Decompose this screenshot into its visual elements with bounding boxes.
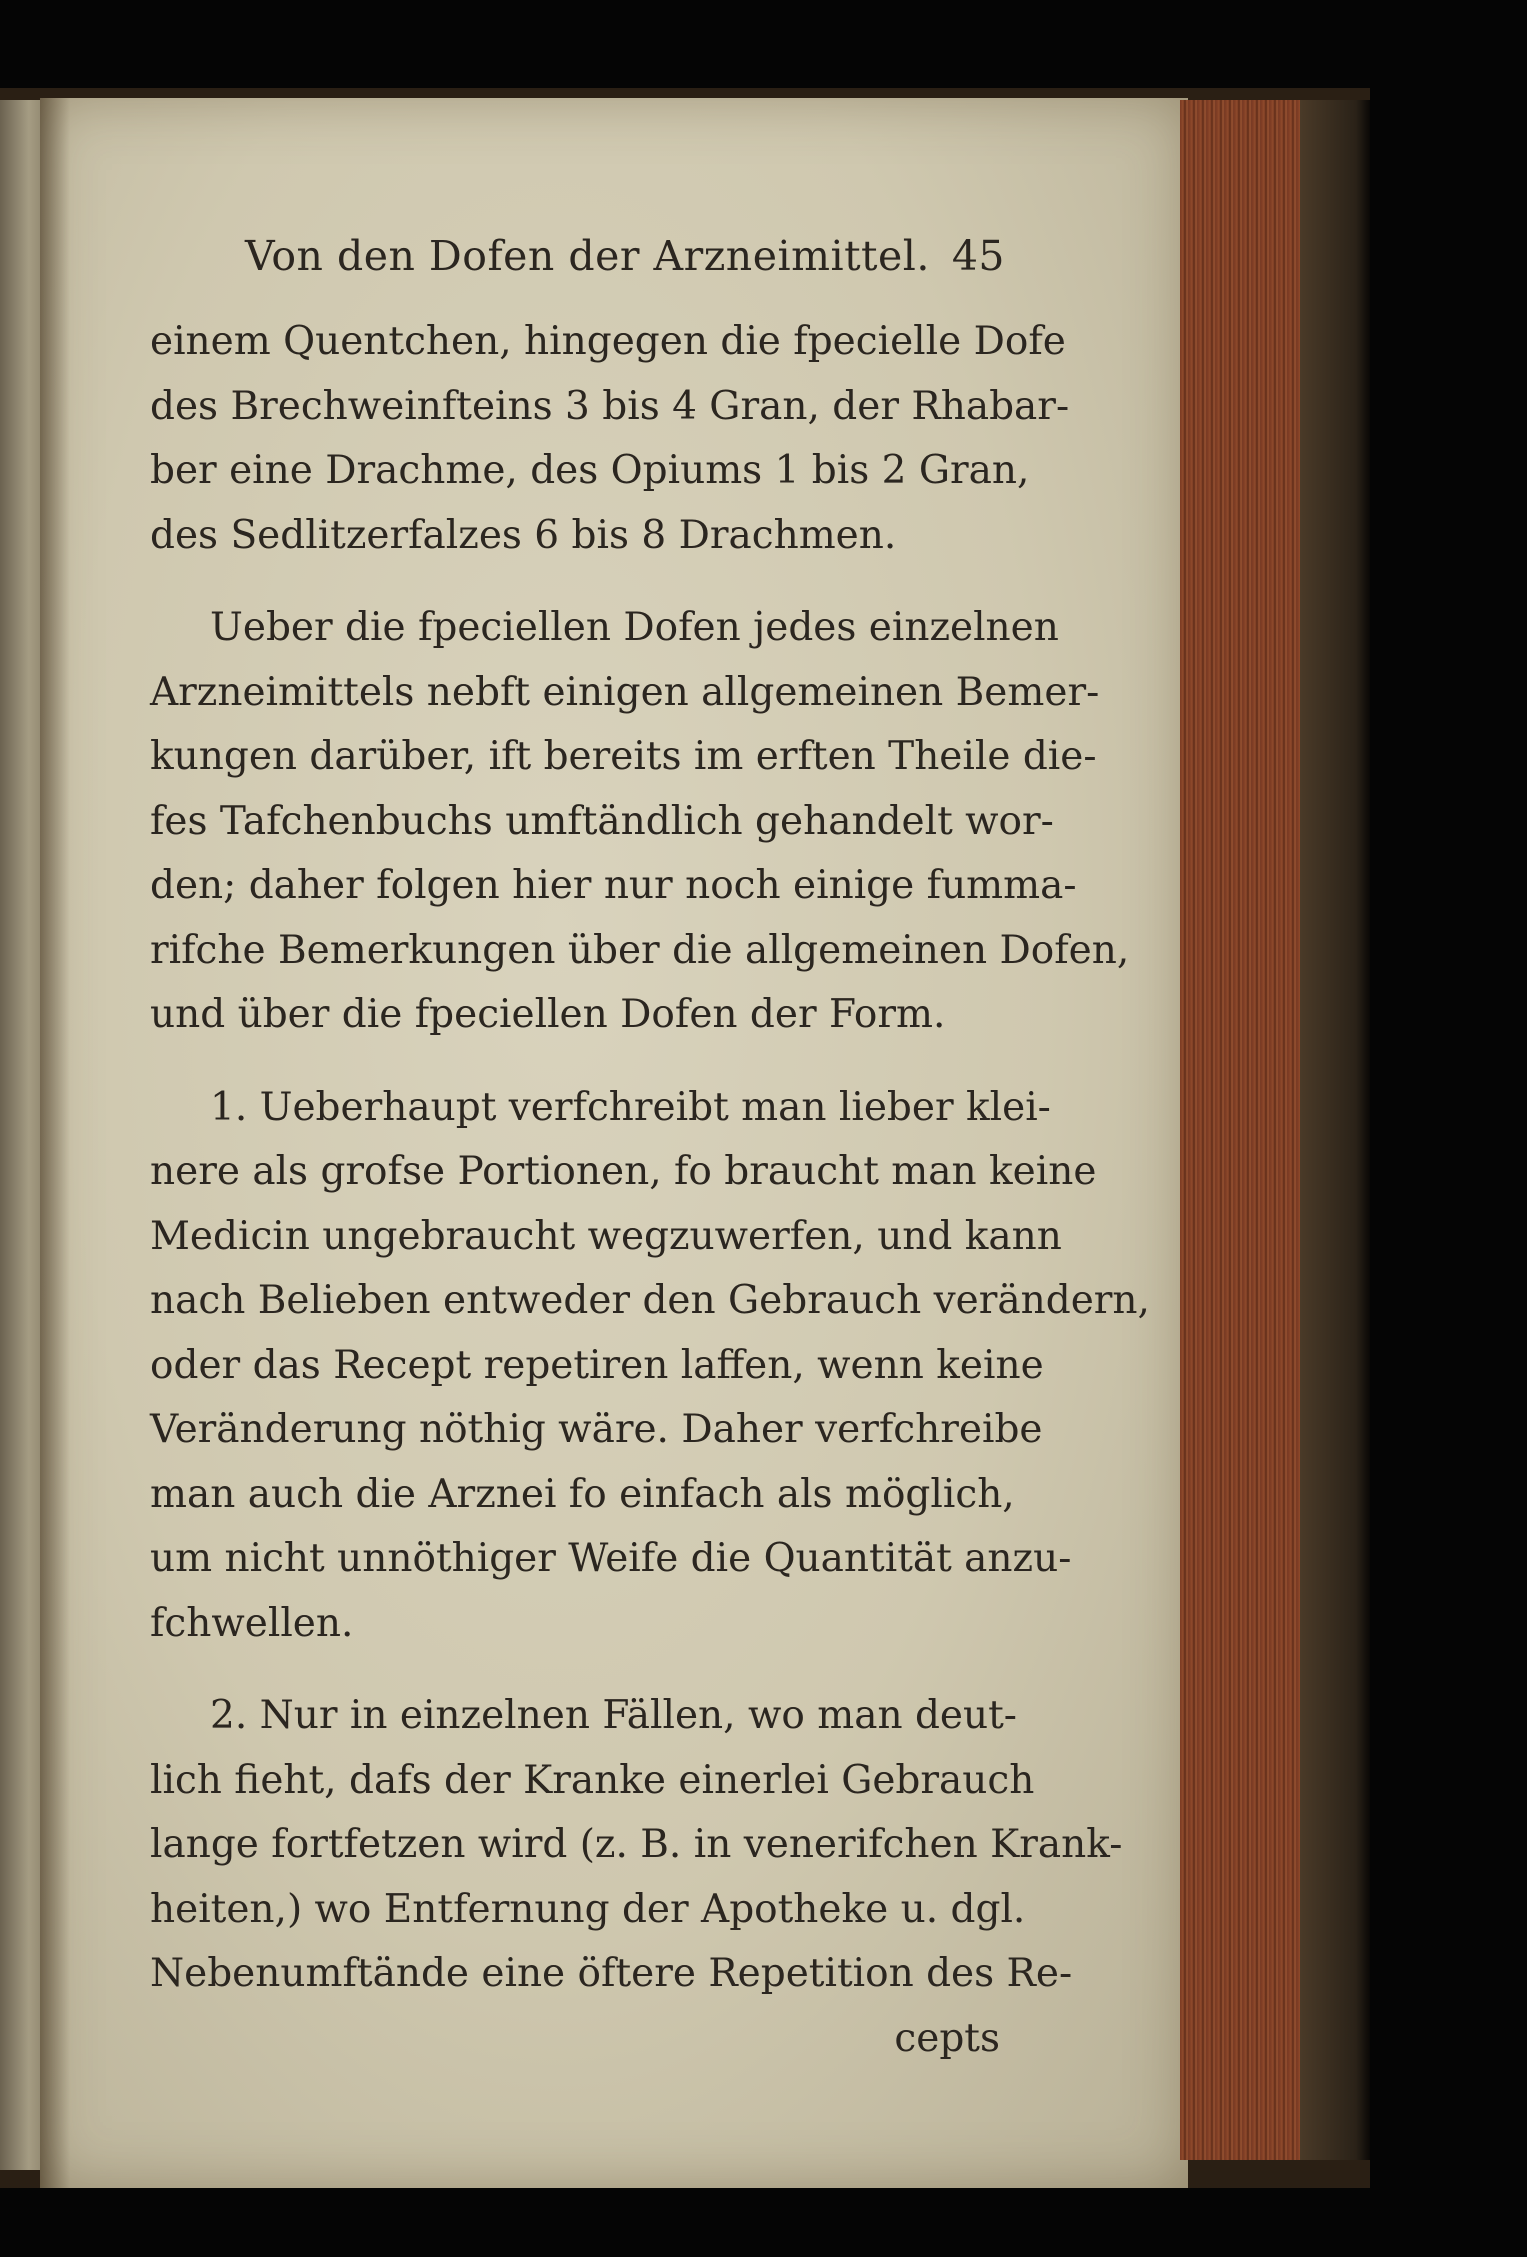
text-line: des Sedlitzerfalzes 6 bis 8 Drachmen. <box>150 512 897 558</box>
text-line: lich fieht, dafs der Kranke einerlei Gebrauch <box>150 1757 1035 1803</box>
page-text <box>150 220 1150 2071</box>
text-line: 1. Ueberhaupt verfchreibt man lieber klei- <box>210 1084 1051 1130</box>
text-line: fes Tafchenbuchs umftändlich gehandelt wor- <box>150 798 1054 844</box>
text-line: 2. Nur in einzelnen Fällen, wo man deut- <box>210 1693 1017 1738</box>
text-line: lange fortfetzen wird (z. B. in venerifchen Krank- <box>150 1822 1123 1867</box>
text-line: fchwellen. <box>150 1600 354 1646</box>
text-line: kungen darüber, ift bereits im erften Theile die- <box>150 734 1097 779</box>
text-line: nach Belieben entweder den Gebrauch verändern, <box>150 1278 1150 1323</box>
text-line: ber eine Drachme, des Opiums 1 bis 2 Gran, <box>150 448 1030 493</box>
text-line: den; daher folgen hier nur noch einige fumma- <box>150 863 1077 908</box>
text-line: man auch die Arznei fo einfach als möglich, <box>150 1471 1015 1517</box>
paragraph-2 <box>150 596 1130 1048</box>
text-line: heiten,) wo Entfernung der Apotheke u. dgl. <box>150 1886 1026 1932</box>
text-line: Veränderung nöthig wäre. Daher verfchreibe <box>150 1407 1043 1452</box>
page-edges <box>1180 100 1310 2160</box>
page-number: 45 <box>951 232 1005 280</box>
paragraph-4 <box>150 1684 1123 2007</box>
text-line: Ueber die fpeciellen Dofen jedes einzelnen <box>210 605 1059 650</box>
catchword: cepts <box>894 2015 1000 2061</box>
text-line: oder das Recept repetiren laffen, wenn keine <box>150 1342 1044 1388</box>
text-line: Nebenumftände eine öftere Repetition des Re- <box>150 1951 1073 1996</box>
running-title: Von den Dofen der Arzneimittel. <box>245 232 930 280</box>
text-line: Medicin ungebraucht wegzuwerfen, und kann <box>150 1213 1062 1259</box>
text-line: des Brechweinfteins 3 bis 4 Gran, der Rhabar- <box>150 383 1070 429</box>
text-line: Arzneimittels nebft einigen allgemeinen Bemer- <box>150 669 1100 715</box>
page-gutter-shadow <box>40 98 70 2188</box>
text-line: und über die fpeciellen Dofen der Form. <box>150 992 946 1037</box>
cover-edge <box>1300 100 1370 2160</box>
text-line: um nicht unnöthiger Weife die Quantität anzu- <box>150 1536 1072 1581</box>
running-header <box>150 220 1005 310</box>
text-line: rifche Bemerkungen über die allgemeinen Dofen, <box>150 927 1130 973</box>
text-line: nere als grofse Portionen, fo braucht man keine <box>150 1149 1097 1194</box>
paragraph-3 <box>150 1076 1150 1657</box>
paragraph-1 <box>150 310 1070 568</box>
text-line: einem Quentchen, hingegen die fpecielle Dofe <box>150 319 1066 364</box>
